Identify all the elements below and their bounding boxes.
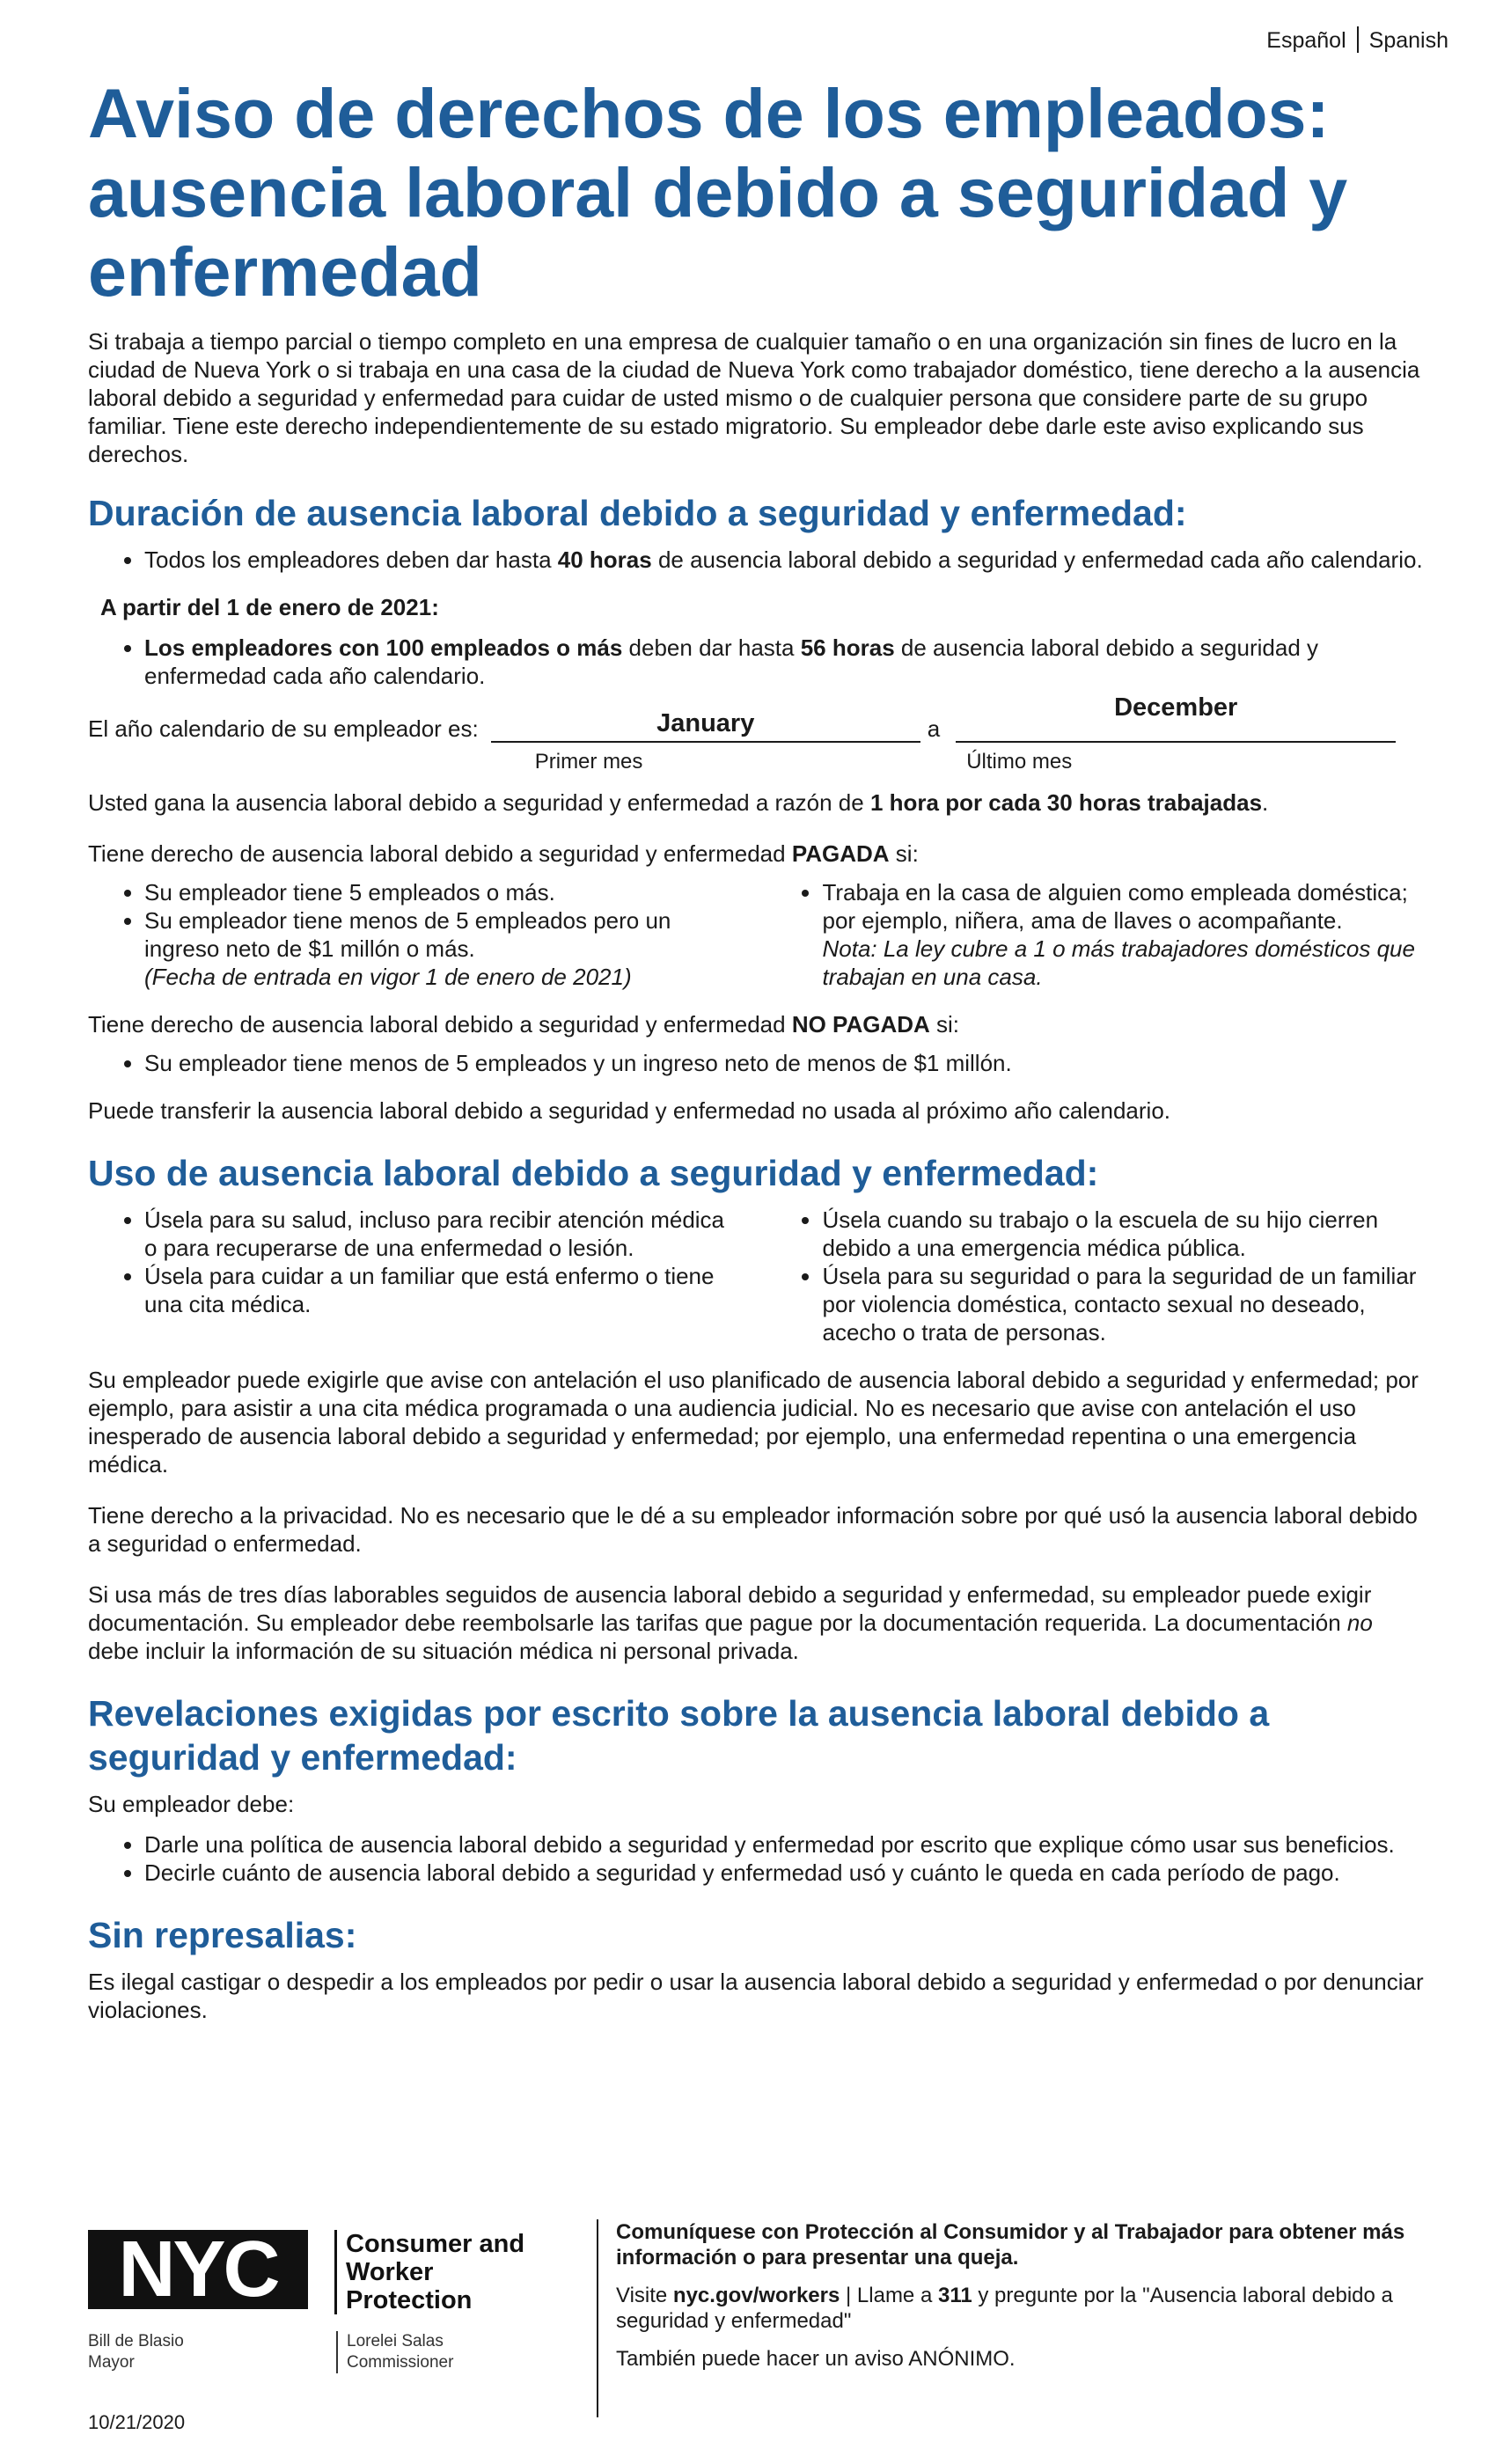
language-divider <box>1357 26 1359 53</box>
bold-text: PAGADA <box>791 840 890 867</box>
paid-intro <box>88 840 1426 868</box>
heading-disclosures: Revelaciones exigidas por escrito sobre la ausencia laboral debido a seguridad y enfermedad: <box>88 1693 1270 1778</box>
last-month-field[interactable] <box>956 693 1396 776</box>
contact-heading: Comuníquese con Protección al Consumidor y al Trabajador para obtener más información o para presentar una queja. <box>616 2220 1405 2270</box>
text: Tiene derecho de ausencia laboral debido a seguridad y enfermedad <box>88 1011 792 1038</box>
earning-rate <box>88 788 1426 817</box>
anonymous-note: También puede hacer un aviso ANÓNIMO. <box>616 2347 1016 2371</box>
list-item <box>822 878 1426 991</box>
carryover-paragraph: Puede transferir la ausencia laboral debido a seguridad y enfermedad no usada al próximo año calendario. <box>88 1097 1171 1124</box>
agency-name <box>334 2230 563 2314</box>
duration-list <box>88 546 1426 574</box>
text: deben dar hasta <box>622 634 801 661</box>
commissioner-title: Commissioner <box>347 2353 454 2372</box>
calendar-to: a <box>927 715 941 742</box>
list-item <box>144 634 1426 690</box>
heading-retaliation: Sin represalias: <box>88 1915 357 1955</box>
list-item: • Úsela para su seguridad o para la seguridad de un familiar por violencia doméstica, contacto sexual no deseado, acecho o trata de personas. <box>822 1262 1426 1346</box>
phone-311[interactable]: 311 <box>937 2284 972 2307</box>
bold-text: 1 hora por cada 30 horas trabajadas <box>869 789 1263 816</box>
unpaid-intro <box>88 1010 1426 1038</box>
text: Usted gana la ausencia laboral debido a seguridad y enfermedad a razón de <box>88 789 870 816</box>
text: Si usa más de tres días laborables seguidos de ausencia laboral debido a seguridad y enfermedad, su empleador puede exigir documentación. Su empleador debe reembolsarle las tarifas que pague por la documentación requerida. La documentación <box>88 1581 1372 1636</box>
list-item <box>144 906 730 991</box>
italic-text: no <box>1346 1610 1373 1636</box>
list-item: • Su empleador tiene menos de 5 empleados y un ingreso neto de menos de $1 millón. <box>144 1049 1426 1077</box>
list-item: • Úsela cuando su trabajo o la escuela de su hijo cierren debido a una emergencia médica pública. <box>822 1206 1426 1262</box>
nyc-logo <box>88 2226 563 2380</box>
use-list-left <box>88 1206 730 1346</box>
use-list-right <box>766 1206 1426 1346</box>
italic-note: (Fecha de entrada en vigor 1 de enero de 2021) <box>144 964 632 990</box>
nyc-wordmark: NYC <box>88 2230 308 2309</box>
heading-use: Uso de ausencia laboral debido a seguridad y enfermedad: <box>88 1153 1099 1193</box>
use-columns <box>88 1206 1426 1346</box>
effective-date-label: A partir del 1 de enero de 2021: <box>100 594 439 620</box>
footer <box>88 2211 1426 2431</box>
commissioner-name: Lorelei Salas <box>347 2332 444 2350</box>
mayor-credit <box>88 2331 184 2373</box>
text: | Llame a <box>840 2284 938 2307</box>
workers-link[interactable]: nyc.gov/workers <box>672 2284 840 2307</box>
last-month-value: December <box>956 693 1396 743</box>
calendar-year-row <box>88 693 1426 776</box>
text: de ausencia laboral debido a seguridad y enfermedad cada año calendario. <box>651 546 1423 573</box>
advance-notice-paragraph: Su empleador puede exigirle que avise con antelación el uso planificado de ausencia laboral debido a seguridad y enfermedad; por ejemplo, para asistir a una cita médica programada o una audiencia judicial. No es necesario que avise con antelación el uso inesperado de ausencia laboral debido a seguridad y enfermedad; por ejemplo, una enfermedad repentina o una emergencia médica. <box>88 1367 1419 1478</box>
first-month-field[interactable] <box>491 709 920 776</box>
text: Su empleador tiene menos de 5 empleados pero un ingreso neto de $1 millón o más. <box>144 907 671 962</box>
intro-paragraph: Si trabaja a tiempo parcial o tiempo completo en una empresa de cualquier tamaño o en una organización sin fines de lucro en la ciudad de Nueva York o si trabaja en una casa de la ciudad de Nueva York como trabajador doméstico, tiene derecho a la ausencia laboral debido a seguridad y enfermedad para cuidar de usted mismo o de cualquier persona que considere parte de su grupo familiar. Tiene este derecho independientemente de su estado migratorio. Su empleador debe darle este aviso explicando sus derechos. <box>88 328 1420 467</box>
paid-list-right <box>766 878 1426 991</box>
contact-visit <box>616 2283 1426 2334</box>
text: . <box>1262 789 1269 816</box>
bold-text: NO PAGADA <box>791 1011 930 1038</box>
unpaid-list <box>88 1049 1426 1077</box>
first-month-label: Primer mes <box>534 750 643 774</box>
text: si: <box>889 840 919 867</box>
text: si: <box>929 1011 960 1038</box>
agency-line: Worker Protection <box>346 2258 473 2314</box>
effective-note <box>144 964 632 990</box>
list-item: • Decirle cuánto de ausencia laboral debido a seguridad y enfermedad usó y cuánto le queda en cada período de pago. <box>144 1859 1412 1887</box>
disclosures-intro: Su empleador debe: <box>88 1791 295 1817</box>
bold-text: 40 horas <box>557 546 652 573</box>
italic-note: Nota: La ley cubre a 1 o más trabajadores domésticos que trabajan en una casa. <box>822 935 1415 990</box>
disclosures-list <box>88 1830 1412 1887</box>
text: debe incluir la información de su situación médica ni personal privada. <box>88 1638 799 1664</box>
text: de ausencia laboral debido a seguridad y enfermedad cada año calendario. <box>144 634 1319 689</box>
footer-divider <box>597 2219 598 2417</box>
text: Visite <box>616 2284 673 2307</box>
text: Tiene derecho de ausencia laboral debido a seguridad y enfermedad <box>88 840 792 867</box>
list-item: • Su empleador tiene 5 empleados o más. <box>144 878 730 906</box>
page-title: Aviso de derechos de los empleados: ausencia laboral debido a seguridad y enfermedad <box>88 74 1348 311</box>
list-item: • Úsela para su salud, incluso para recibir atención médica o para recuperarse de una enfermedad o lesión. <box>144 1206 730 1262</box>
last-month-label: Último mes <box>966 750 1073 774</box>
revision-date: 10/21/2020 <box>88 2411 186 2433</box>
list-item: • Úsela para cuidar a un familiar que está enfermo o tiene una cita médica. <box>144 1262 730 1318</box>
agency-line: Consumer and <box>346 2230 525 2258</box>
mayor-name: Bill de Blasio <box>88 2332 184 2350</box>
commissioner-credit <box>336 2331 453 2373</box>
first-month-value: January <box>491 709 920 743</box>
list-item: • Darle una política de ausencia laboral debido a seguridad y enfermedad por escrito que explique cómo usar sus beneficios. <box>144 1830 1412 1859</box>
text: Todos los empleadores deben dar hasta <box>144 546 558 573</box>
bold-text: 56 horas <box>800 634 895 661</box>
text: y pregunte por la "Ausencia laboral debido a seguridad y enfermedad" <box>616 2284 1393 2333</box>
contact-block <box>616 2219 1426 2384</box>
list-item <box>144 546 1426 574</box>
paid-list-left <box>88 878 730 991</box>
language-native: Español <box>1266 28 1346 53</box>
text: Trabaja en la casa de alguien como empleada doméstica; por ejemplo, niñera, ama de llaves o acompañante. <box>822 879 1408 934</box>
calendar-label: El año calendario de su empleador es: <box>88 715 479 742</box>
paid-columns <box>88 878 1426 991</box>
duration-list-2021 <box>88 634 1426 690</box>
language-english: Spanish <box>1368 28 1448 53</box>
language-label <box>1266 26 1448 54</box>
retaliation-paragraph: Es ilegal castigar o despedir a los empleados por pedir o usar la ausencia laboral debido a seguridad y enfermedad o por denunciar violaciones. <box>88 1969 1424 2023</box>
bold-text: Los empleadores con 100 empleados o más <box>144 634 623 661</box>
mayor-title: Mayor <box>88 2353 135 2372</box>
main-content <box>88 327 1426 2047</box>
documentation-paragraph <box>88 1580 1426 1665</box>
privacy-paragraph: Tiene derecho a la privacidad. No es necesario que le dé a su empleador información sobre por qué usó la ausencia laboral debido a seguridad o enfermedad. <box>88 1502 1418 1557</box>
heading-duration: Duración de ausencia laboral debido a seguridad y enfermedad: <box>88 493 1187 533</box>
